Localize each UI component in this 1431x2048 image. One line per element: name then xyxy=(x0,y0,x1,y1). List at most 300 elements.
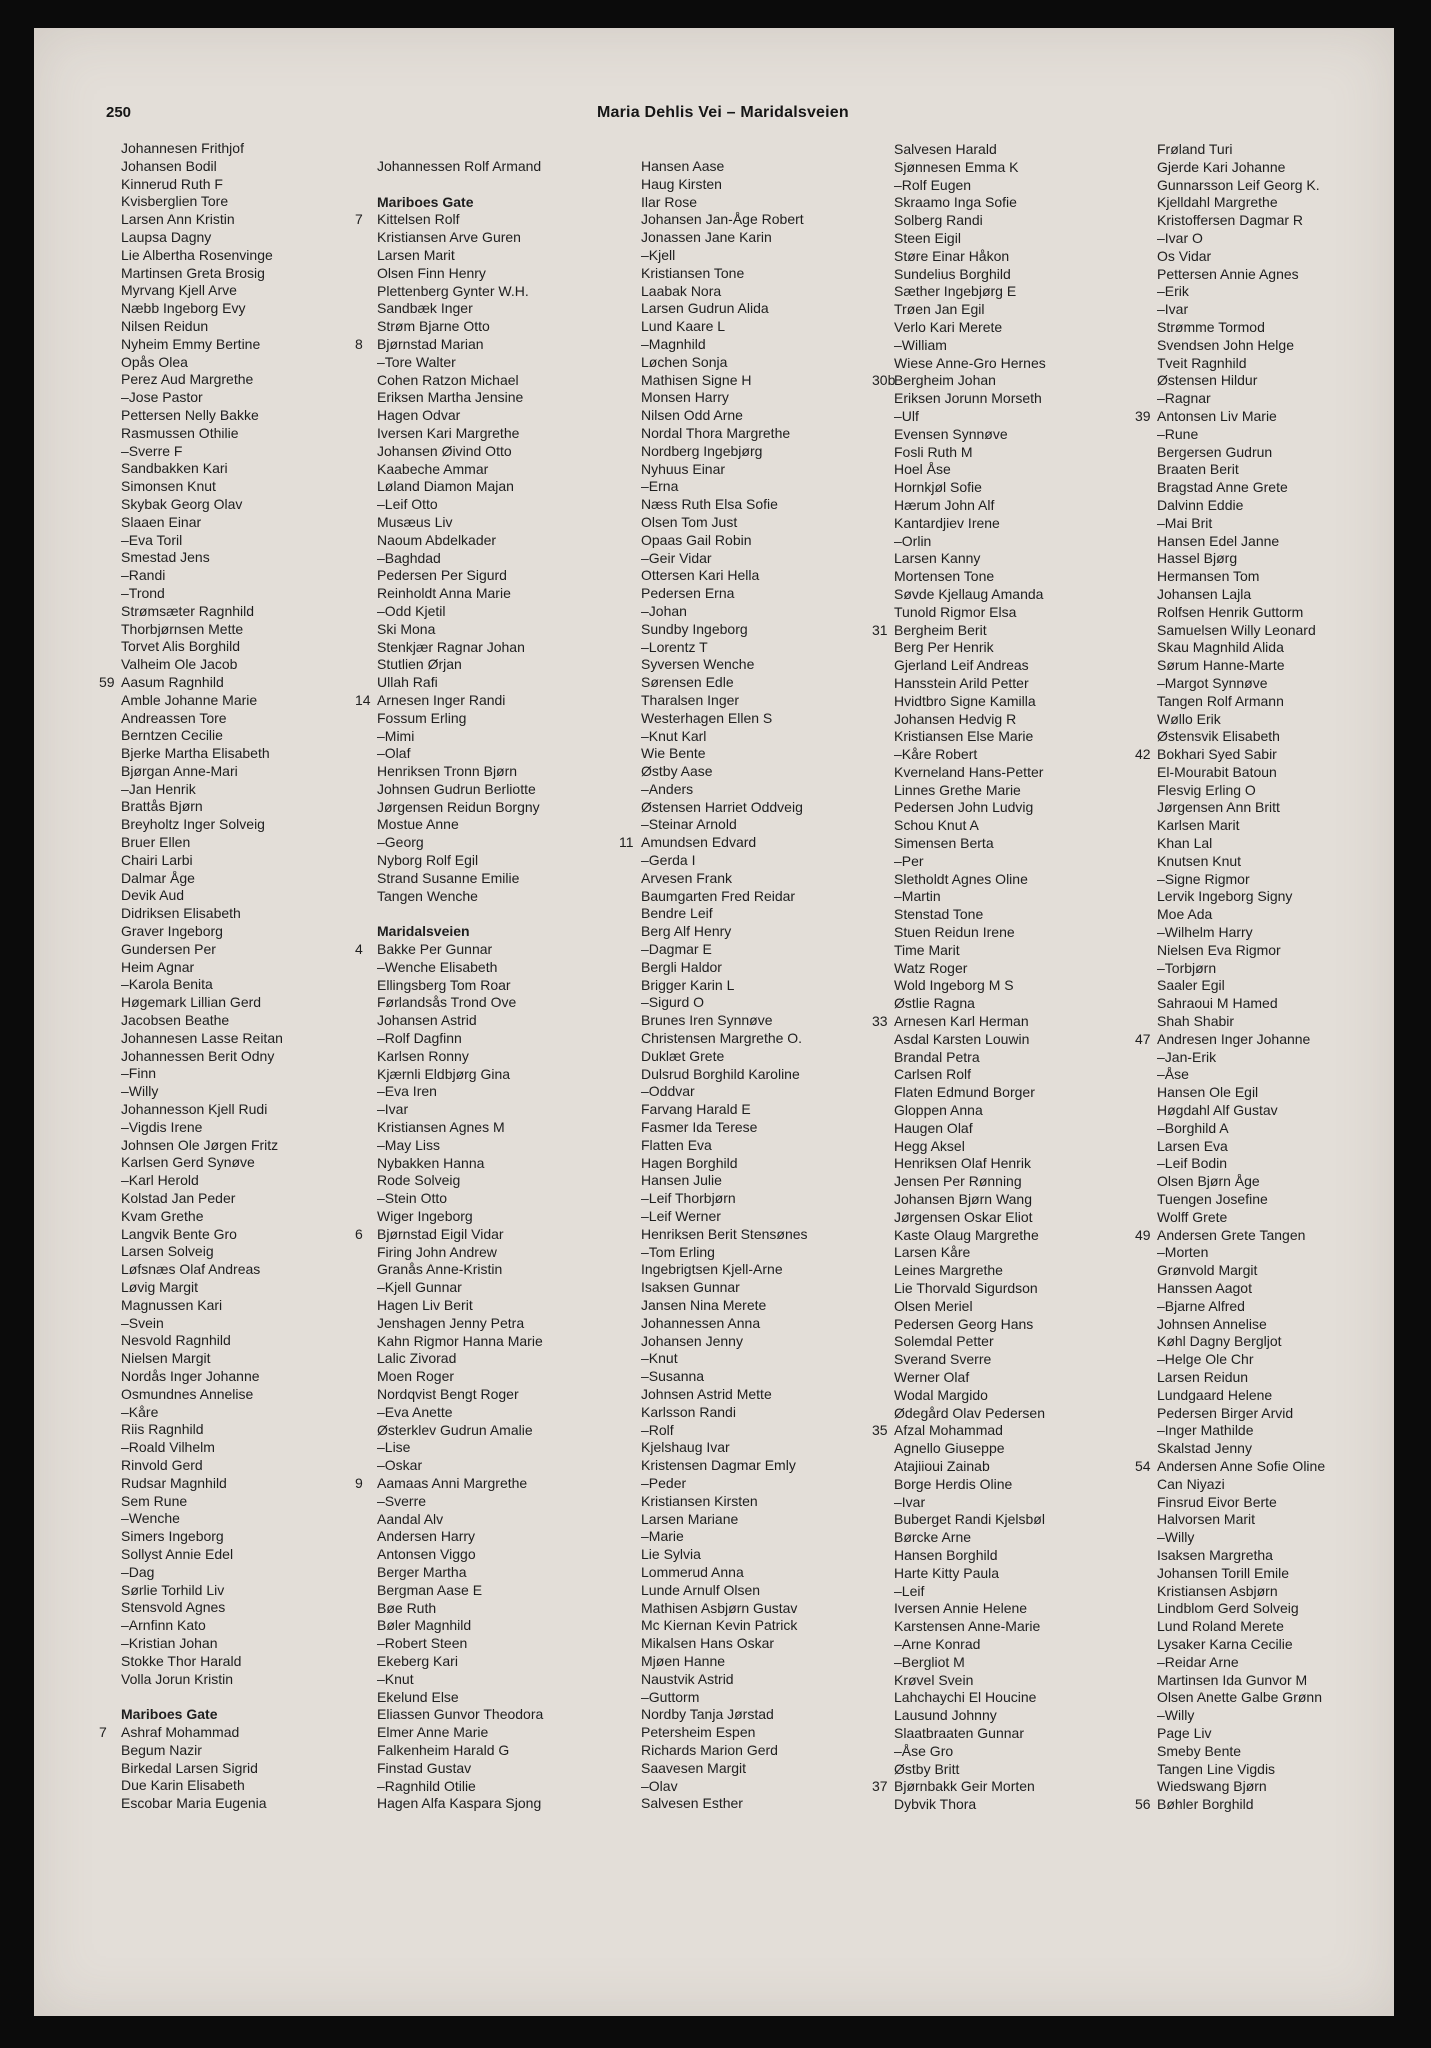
resident-name: Shah Shabir xyxy=(1157,1013,1235,1030)
resident-name: Larsen Solveig xyxy=(121,1243,214,1260)
resident-name: –Willy xyxy=(1157,1529,1195,1546)
resident-name: Aasum Ragnhild xyxy=(121,673,224,690)
resident-name: Gjerland Leif Andreas xyxy=(894,657,1029,674)
resident-name: Hornkjøl Sofie xyxy=(894,479,982,496)
resident-name: Olsen Finn Henry xyxy=(377,264,486,281)
resident-name: –Dagmar E xyxy=(641,941,712,958)
directory-entry xyxy=(99,407,349,425)
directory-entry xyxy=(99,1493,349,1511)
resident-name: Sverand Sverre xyxy=(894,1351,992,1368)
resident-name: Andersen Grete Tangen xyxy=(1157,1226,1306,1243)
directory-entry xyxy=(355,692,605,710)
house-number: 39 xyxy=(1135,407,1151,424)
resident-name: Mathisen Asbjørn Gustav xyxy=(641,1599,798,1616)
directory-entry xyxy=(1135,230,1385,248)
resident-name: Bergersen Gudrun xyxy=(1157,443,1273,460)
directory-entry xyxy=(99,1653,349,1671)
resident-name: Ashraf Mohammad xyxy=(121,1723,240,1740)
resident-name: Laabak Nora xyxy=(641,282,722,299)
directory-entry xyxy=(872,319,1122,337)
resident-name: –Knut xyxy=(377,1670,414,1687)
directory-entry xyxy=(619,1706,869,1724)
directory-entry xyxy=(355,781,605,799)
resident-name: Johansen Torill Emile xyxy=(1157,1564,1290,1581)
directory-entry xyxy=(1135,1654,1385,1672)
directory-entry xyxy=(872,639,1122,657)
directory-entry xyxy=(1135,1369,1385,1387)
directory-entry xyxy=(99,1030,349,1048)
directory-entry xyxy=(1135,1405,1385,1423)
directory-entry xyxy=(355,763,605,781)
directory-entry xyxy=(355,1350,605,1368)
directory-entry xyxy=(1135,1547,1385,1565)
resident-name: –Arne Konrad xyxy=(894,1635,981,1652)
directory-entry xyxy=(1135,355,1385,373)
directory-entry xyxy=(355,1244,605,1262)
resident-name: Bergli Haldor xyxy=(641,958,722,975)
resident-name: Andersen Harry xyxy=(377,1528,476,1545)
resident-name: Lunde Arnulf Olsen xyxy=(641,1581,761,1598)
directory-entry xyxy=(1135,337,1385,355)
resident-name: Gunnarsson Leif Georg K. xyxy=(1157,176,1320,193)
resident-name: Larsen Kåre xyxy=(894,1244,971,1261)
directory-entry xyxy=(99,674,349,692)
directory-entry xyxy=(1135,426,1385,444)
resident-name: –Svein xyxy=(121,1314,164,1331)
directory-entry xyxy=(872,1618,1122,1636)
resident-name: Østerklev Gudrun Amalie xyxy=(377,1421,533,1438)
directory-entry xyxy=(1135,835,1385,853)
resident-name: Strømsæter Ragnhild xyxy=(121,602,255,619)
directory-entry xyxy=(355,1404,605,1422)
resident-name: Duklæt Grete xyxy=(641,1047,725,1064)
directory-entry xyxy=(872,1440,1122,1458)
resident-name: Johannesen Lasse Reitan xyxy=(121,1029,283,1046)
house-number: 37 xyxy=(872,1778,888,1795)
resident-name: Andresen Inger Johanne xyxy=(1157,1030,1311,1047)
resident-name: Borge Herdis Oline xyxy=(894,1475,1013,1492)
directory-entry xyxy=(619,692,869,710)
directory-entry xyxy=(619,1546,869,1564)
directory-entry xyxy=(872,1476,1122,1494)
directory-entry xyxy=(355,1315,605,1333)
directory-entry xyxy=(355,425,605,443)
directory-entry xyxy=(1135,1387,1385,1405)
street-heading xyxy=(355,923,605,941)
directory-entry xyxy=(872,1102,1122,1120)
resident-name: Rinvold Gerd xyxy=(121,1456,203,1473)
directory-entry xyxy=(1135,141,1385,159)
directory-entry xyxy=(872,1494,1122,1512)
resident-name: Linnes Grethe Marie xyxy=(894,781,1021,798)
directory-entry xyxy=(355,1333,605,1351)
directory-entry xyxy=(619,959,869,977)
directory-entry xyxy=(619,318,869,336)
directory-entry xyxy=(619,781,869,799)
resident-name: Lund Roland Merete xyxy=(1157,1618,1284,1635)
resident-name: Hermansen Tom xyxy=(1157,568,1260,585)
resident-name: Sundby Ingeborg xyxy=(641,620,748,637)
resident-name: Karlsen Marit xyxy=(1157,817,1240,834)
directory-entry xyxy=(619,496,869,514)
resident-name: Kverneland Hans-Petter xyxy=(894,763,1044,780)
resident-name: Nesvold Ragnhild xyxy=(121,1332,231,1349)
resident-name: Jørgensen Oskar Eliot xyxy=(894,1208,1033,1225)
directory-entry xyxy=(1135,194,1385,212)
resident-name: –Peder xyxy=(641,1474,687,1491)
house-number: 33 xyxy=(872,1013,888,1030)
resident-name: Ellingsberg Tom Roar xyxy=(377,976,511,993)
resident-name: Iversen Kari Margrethe xyxy=(377,424,520,441)
directory-entry xyxy=(872,1511,1122,1529)
directory-entry xyxy=(872,728,1122,746)
resident-name: Kristiansen Else Marie xyxy=(894,728,1034,745)
directory-entry xyxy=(99,1546,349,1564)
resident-name: Braaten Berit xyxy=(1157,461,1239,478)
directory-entry xyxy=(872,1031,1122,1049)
resident-name: Hvidtbro Signe Kamilla xyxy=(894,692,1036,709)
resident-name: Næss Ruth Elsa Sofie xyxy=(641,496,778,513)
resident-name: –May Liss xyxy=(377,1136,441,1153)
directory-entry xyxy=(872,1191,1122,1209)
resident-name: –Kåre xyxy=(121,1403,159,1420)
directory-entry xyxy=(872,906,1122,924)
resident-name: Eliassen Gunvor Theodora xyxy=(377,1706,544,1723)
resident-name: –Ivar xyxy=(1157,301,1189,318)
resident-name: –Anders xyxy=(641,780,694,797)
directory-entry xyxy=(872,871,1122,889)
directory-entry xyxy=(872,586,1122,604)
resident-name: Skybak Georg Olav xyxy=(121,495,243,512)
directory-entry xyxy=(99,1617,349,1635)
directory-entry xyxy=(99,1368,349,1386)
directory-entry xyxy=(355,603,605,621)
resident-name: Henriksen Berit Stensønes xyxy=(641,1225,808,1242)
resident-name: Stenkjær Ragnar Johan xyxy=(377,638,525,655)
resident-name: Time Marit xyxy=(894,941,960,958)
resident-name: Simers Ingeborg xyxy=(121,1528,224,1545)
resident-name: –Signe Rigmor xyxy=(1157,870,1250,887)
directory-entry xyxy=(355,1137,605,1155)
resident-name: –Kjell Gunnar xyxy=(377,1279,462,1296)
directory-entry xyxy=(619,1350,869,1368)
directory-entry xyxy=(872,1138,1122,1156)
directory-entry xyxy=(619,300,869,318)
directory-entry xyxy=(355,1190,605,1208)
directory-entry xyxy=(1135,924,1385,942)
resident-name: Christensen Margrethe O. xyxy=(641,1030,803,1047)
resident-name: Østby Britt xyxy=(894,1760,960,1777)
resident-name: –Åse xyxy=(1157,1066,1189,1083)
resident-name: Olsen Bjørn Åge xyxy=(1157,1173,1260,1190)
resident-name: –Eva Iren xyxy=(377,1083,437,1100)
resident-name: –Kristian Johan xyxy=(121,1634,218,1651)
directory-entry xyxy=(619,336,869,354)
directory-entry xyxy=(355,639,605,657)
resident-name: Fossum Erling xyxy=(377,709,467,726)
directory-entry xyxy=(99,710,349,728)
directory-entry xyxy=(355,1155,605,1173)
directory-entry xyxy=(355,1172,605,1190)
directory-entry xyxy=(99,1279,349,1297)
resident-name: Pedersen Birger Arvid xyxy=(1157,1404,1294,1421)
resident-name: Rode Solveig xyxy=(377,1172,461,1189)
resident-name: Wodal Margido xyxy=(894,1386,988,1403)
resident-name: Mjøen Hanne xyxy=(641,1652,726,1669)
street-name: Mariboes Gate xyxy=(377,193,474,210)
directory-entry xyxy=(1135,1209,1385,1227)
resident-name: –Johan xyxy=(641,602,687,619)
resident-name: –Margot Synnøve xyxy=(1157,674,1268,691)
resident-name: Nordås Inger Johanne xyxy=(121,1367,260,1384)
resident-name: Haugen Olaf xyxy=(894,1119,973,1136)
directory-entry xyxy=(872,1422,1122,1440)
resident-name: –Guttorm xyxy=(641,1688,700,1705)
resident-name: Kristiansen Tone xyxy=(641,264,745,281)
directory-entry xyxy=(99,265,349,283)
directory-entry xyxy=(619,389,869,407)
resident-name: Høgdahl Alf Gustav xyxy=(1157,1102,1278,1119)
directory-entry xyxy=(1135,372,1385,390)
house-number: 42 xyxy=(1135,746,1151,763)
directory-entry xyxy=(1135,266,1385,284)
directory-entry xyxy=(872,479,1122,497)
resident-name: Tangen Line Vigdis xyxy=(1157,1760,1276,1777)
resident-name: Pettersen Annie Agnes xyxy=(1157,265,1299,282)
resident-name: Plettenberg Gynter W.H. xyxy=(377,282,529,299)
resident-name: Karlsen Gerd Synøve xyxy=(121,1154,255,1171)
resident-name: –Bjarne Alfred xyxy=(1157,1297,1245,1314)
directory-entry xyxy=(619,1724,869,1742)
directory-entry xyxy=(355,300,605,318)
resident-name: –Karl Herold xyxy=(121,1172,199,1189)
house-number: 47 xyxy=(1135,1030,1151,1047)
directory-entry xyxy=(99,1012,349,1030)
directory-entry xyxy=(1135,1244,1385,1262)
directory-entry xyxy=(1135,693,1385,711)
directory-entry xyxy=(872,1458,1122,1476)
directory-entry xyxy=(355,265,605,283)
directory-entry xyxy=(872,1209,1122,1227)
resident-name: Strømme Tormod xyxy=(1157,318,1265,335)
resident-name: Bakke Per Gunnar xyxy=(377,941,493,958)
resident-name: Johansen Lajla xyxy=(1157,585,1252,602)
directory-entry xyxy=(619,1582,869,1600)
directory-entry xyxy=(872,711,1122,729)
resident-name: Støre Einar Håkon xyxy=(894,247,1010,264)
directory-entry xyxy=(355,407,605,425)
directory-entry xyxy=(355,1226,605,1244)
resident-name: –Ivar xyxy=(894,1493,926,1510)
resident-name: Osmundnes Annelise xyxy=(121,1385,254,1402)
resident-name: Kristiansen Asbjørn xyxy=(1157,1582,1278,1599)
resident-name: Pettersen Nelly Bakke xyxy=(121,406,259,423)
directory-entry xyxy=(619,1742,869,1760)
resident-name: Sørlie Torhild Liv xyxy=(121,1581,225,1598)
resident-name: Kolstad Jan Peder xyxy=(121,1190,236,1207)
house-number: 14 xyxy=(355,691,371,708)
resident-name: –Leif Werner xyxy=(641,1208,721,1225)
directory-entry xyxy=(355,728,605,746)
resident-name: –Erna xyxy=(641,478,679,495)
resident-name: Johnsen Gudrun Berliotte xyxy=(377,780,536,797)
resident-name: Atajiioui Zainab xyxy=(894,1457,990,1474)
directory-entry xyxy=(872,1600,1122,1618)
resident-name: Andersen Anne Sofie Oline xyxy=(1157,1457,1326,1474)
resident-name: Can Niyazi xyxy=(1157,1475,1225,1492)
directory-entry xyxy=(1135,461,1385,479)
directory-entry xyxy=(355,1635,605,1653)
directory-entry xyxy=(355,1582,605,1600)
directory-entry xyxy=(1135,1351,1385,1369)
directory-entry xyxy=(619,1119,869,1137)
directory-page xyxy=(34,28,1394,2016)
directory-entry xyxy=(872,1707,1122,1725)
directory-entry xyxy=(1135,212,1385,230)
directory-entry xyxy=(99,870,349,888)
resident-name: Bendre Leif xyxy=(641,905,713,922)
resident-name: –Mimi xyxy=(377,727,415,744)
page-header: Maria Dehlis Vei – Maridalsveien xyxy=(597,104,849,121)
resident-name: Buberget Randi Kjelsbøl xyxy=(894,1511,1045,1528)
resident-name: –Marie xyxy=(641,1528,684,1545)
directory-entry xyxy=(355,443,605,461)
resident-name: Bergheim Berit xyxy=(894,621,987,638)
directory-entry xyxy=(619,194,869,212)
directory-entry xyxy=(355,941,605,959)
directory-entry xyxy=(619,977,869,995)
resident-name: Evensen Synnøve xyxy=(894,425,1008,442)
directory-entry xyxy=(619,799,869,817)
resident-name: –Roald Vilhelm xyxy=(121,1439,215,1456)
resident-name: Olsen Meriel xyxy=(894,1297,973,1314)
resident-name: Leines Margrethe xyxy=(894,1262,1003,1279)
directory-entry xyxy=(872,372,1122,390)
directory-entry xyxy=(1135,764,1385,782)
directory-entry xyxy=(872,853,1122,871)
directory-entry xyxy=(872,1796,1122,1814)
directory-entry xyxy=(619,265,869,283)
resident-name: Johansen Øivind Otto xyxy=(377,442,512,459)
resident-name: Johannessen Anna xyxy=(641,1314,761,1331)
resident-name: Skraamo Inga Sofie xyxy=(894,194,1017,211)
resident-name: Pedersen Georg Hans xyxy=(894,1315,1034,1332)
directory-entry xyxy=(872,1405,1122,1423)
directory-entry xyxy=(355,461,605,479)
resident-name: Thorbjørnsen Mette xyxy=(121,620,244,637)
directory-entry xyxy=(99,1760,349,1778)
directory-entry xyxy=(619,407,869,425)
resident-name: Arnesen Karl Herman xyxy=(894,1013,1029,1030)
directory-entry xyxy=(872,390,1122,408)
resident-name: Henriksen Olaf Henrik xyxy=(894,1155,1031,1172)
resident-name: Richards Marion Gerd xyxy=(641,1741,778,1758)
directory-entry xyxy=(99,318,349,336)
directory-entry xyxy=(1135,799,1385,817)
resident-name: Johannessen Rolf Armand xyxy=(377,158,542,174)
directory-entry xyxy=(872,817,1122,835)
directory-entry xyxy=(99,1208,349,1226)
directory-entry xyxy=(1135,1476,1385,1494)
directory-entry xyxy=(872,355,1122,373)
directory-entry xyxy=(355,1778,605,1796)
directory-entry xyxy=(619,1333,869,1351)
resident-name: Gundersen Per xyxy=(121,940,216,957)
resident-name: Naoum Abdelkader xyxy=(377,531,497,548)
resident-name: Antonsen Liv Marie xyxy=(1157,407,1277,424)
resident-name: Hoel Åse xyxy=(894,461,951,478)
resident-name: Johansen Jenny xyxy=(641,1332,743,1349)
directory-entry xyxy=(1135,479,1385,497)
directory-entry xyxy=(1135,1689,1385,1707)
directory-entry xyxy=(355,1279,605,1297)
directory-entry xyxy=(355,1795,605,1813)
resident-name: Lindblom Gerd Solveig xyxy=(1157,1600,1299,1617)
directory-entry xyxy=(1135,1529,1385,1547)
directory-entry xyxy=(99,1421,349,1439)
directory-entry xyxy=(355,1493,605,1511)
resident-name: Salvesen Esther xyxy=(641,1795,743,1812)
resident-name: Tunold Rigmor Elsa xyxy=(894,603,1017,620)
directory-entry xyxy=(355,977,605,995)
directory-entry xyxy=(355,1208,605,1226)
resident-name: Kantardjiev Irene xyxy=(894,514,1000,531)
resident-name: –Lise xyxy=(377,1439,411,1456)
resident-name: Westerhagen Ellen S xyxy=(641,709,773,726)
directory-entry xyxy=(355,550,605,568)
resident-name: Sahraoui M Hamed xyxy=(1157,995,1278,1012)
directory-entry xyxy=(1135,444,1385,462)
directory-entry xyxy=(1135,1173,1385,1191)
directory-entry xyxy=(619,567,869,585)
directory-entry xyxy=(872,764,1122,782)
directory-entry xyxy=(1135,995,1385,1013)
resident-name: –Ragnar xyxy=(1157,390,1211,407)
directory-entry xyxy=(619,941,869,959)
directory-entry xyxy=(99,1243,349,1261)
resident-name: Henriksen Tronn Bjørn xyxy=(377,763,518,780)
resident-name: Kinnerud Ruth F xyxy=(121,175,223,192)
resident-name: Hanssen Aagot xyxy=(1157,1280,1252,1296)
resident-name: Page Liv xyxy=(1157,1724,1212,1741)
resident-name: Naustvik Astrid xyxy=(641,1670,734,1687)
resident-name: Wold Ingeborg M S xyxy=(894,977,1014,994)
directory-entry xyxy=(619,1066,869,1084)
directory-entry xyxy=(872,1654,1122,1672)
resident-name: Larsen Mariane xyxy=(641,1510,739,1527)
resident-name: Kjelldahl Margrethe xyxy=(1157,194,1278,211)
directory-entry xyxy=(1135,639,1385,657)
directory-entry xyxy=(619,1671,869,1689)
resident-name: –Lorentz T xyxy=(641,638,708,655)
resident-name: Hærum John Alf xyxy=(894,496,995,513)
resident-name: –Per xyxy=(894,852,924,869)
directory-entry xyxy=(99,994,349,1012)
resident-name: Børcke Arne xyxy=(894,1529,972,1546)
directory-entry xyxy=(872,1583,1122,1601)
resident-name: Nilsen Reidun xyxy=(121,317,209,334)
resident-name: –Odd Kjetil xyxy=(377,602,446,619)
resident-name: Strand Susanne Emilie xyxy=(377,869,520,886)
directory-entry xyxy=(872,461,1122,479)
directory-entry xyxy=(619,478,869,496)
resident-name: Kristiansen Arve Guren xyxy=(377,229,521,246)
directory-entry xyxy=(99,816,349,834)
directory-entry xyxy=(619,176,869,194)
resident-name: Langvik Bente Gro xyxy=(121,1225,237,1242)
directory-entry xyxy=(1135,1049,1385,1067)
resident-name: Pedersen John Ludvig xyxy=(894,799,1034,816)
